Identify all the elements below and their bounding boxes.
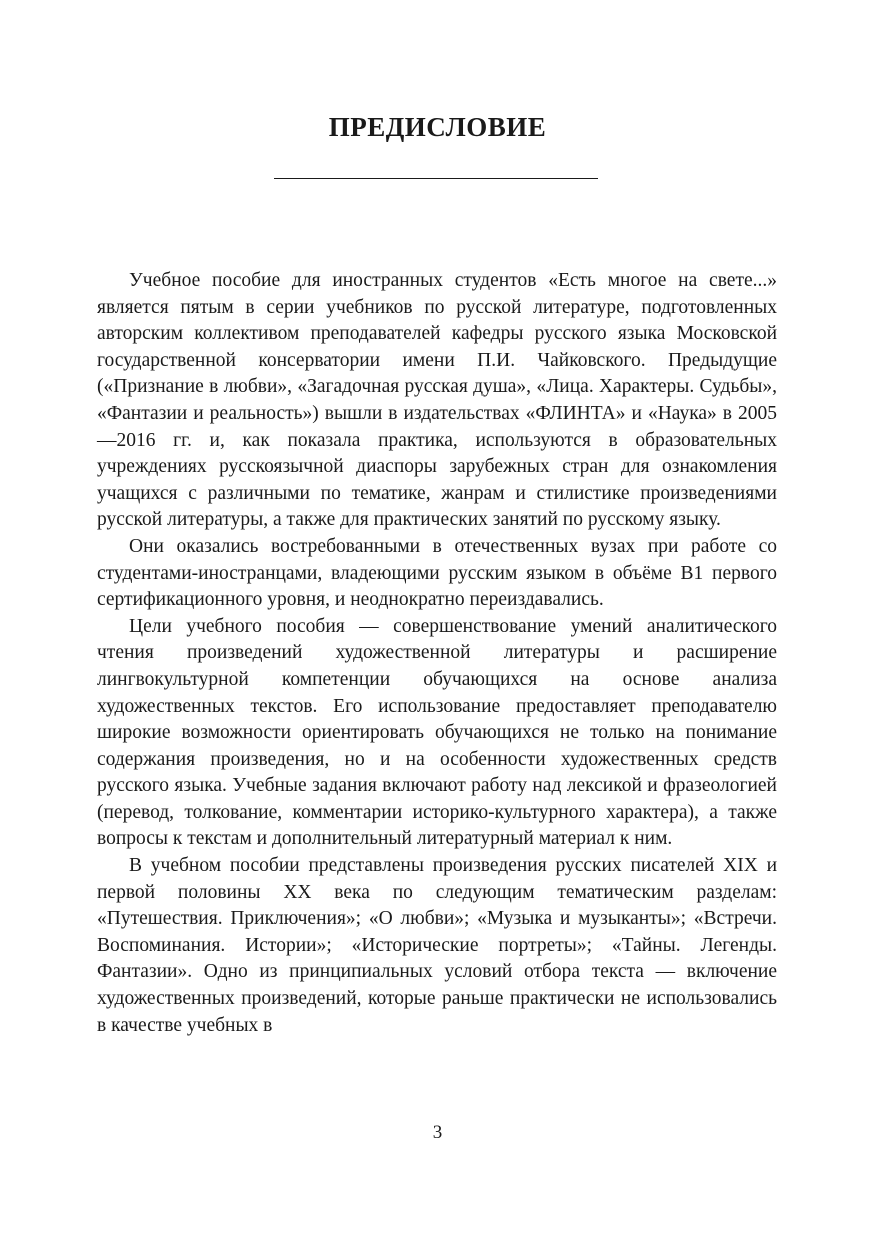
paragraph: В учебном пособии представлены произведения русских писателей XIX и первой половины XX века по следующим тематическим разделам: «Путешествия. Приключения»; «О любви»; «Музыка и музыканты»; «Встречи. Воспоминания. Истории»; «Исторические портреты»; «Тайны. Легенды. Фантазии». Одно из принципиальных условий отбора текста — включение художественных произведений, которые раньше практически не использовались в качестве учебных в (97, 855, 777, 1036)
page-title: ПРЕДИСЛОВИЕ (328, 112, 547, 142)
paragraph: Они оказались востребованными в отечественных вузах при работе со студентами-иностранцами, владеющими русским языком в объёме В1 первого сертификационного уровня, и неоднократно переиздавались. (97, 535, 777, 611)
title-divider (274, 178, 598, 179)
page-number: 3 (432, 1122, 443, 1143)
paragraph: Цели учебного пособия — совершенствование умений аналитического чтения произведений художественной литературы и расширение лингвокультурной компетенции обучающихся на основе анализа художественных текстов. Его использование предоставляет преподавателю широкие возможности ориентировать обучающихся не только на понимание содержания произведения, но и на особенности художественных средств русского языка. Учебные задания включают работу над лексикой и фразеологией (перевод, толкование, комментарии историко-культурного характера), а также вопросы к текстам и дополнительный литературный материал к ним. (97, 615, 777, 850)
paragraph: Учебное пособие для иностранных студентов «Есть многое на свете...» является пятым в серии учебников по русской литературе, подготовленных авторским коллективом преподавателей кафедры русского языка Московской государственной консерватории имени П.И. Чайковского. Предыдущие («Признание в любви», «Загадочная русская душа», «Лица. Характеры. Судьбы», «Фантазии и реальность») вышли в издательствах «ФЛИНТА» и «Наука» в 2005—2016 гг. и, как показала практика, используются в образовательных учреждениях русскоязычной диаспоры зарубежных стран для ознакомления учащихся с различными по тематике, жанрам и стилистике произведениями русской литературы, а также для практических занятий по русскому языку. (97, 270, 777, 531)
preface-body (97, 268, 777, 1039)
